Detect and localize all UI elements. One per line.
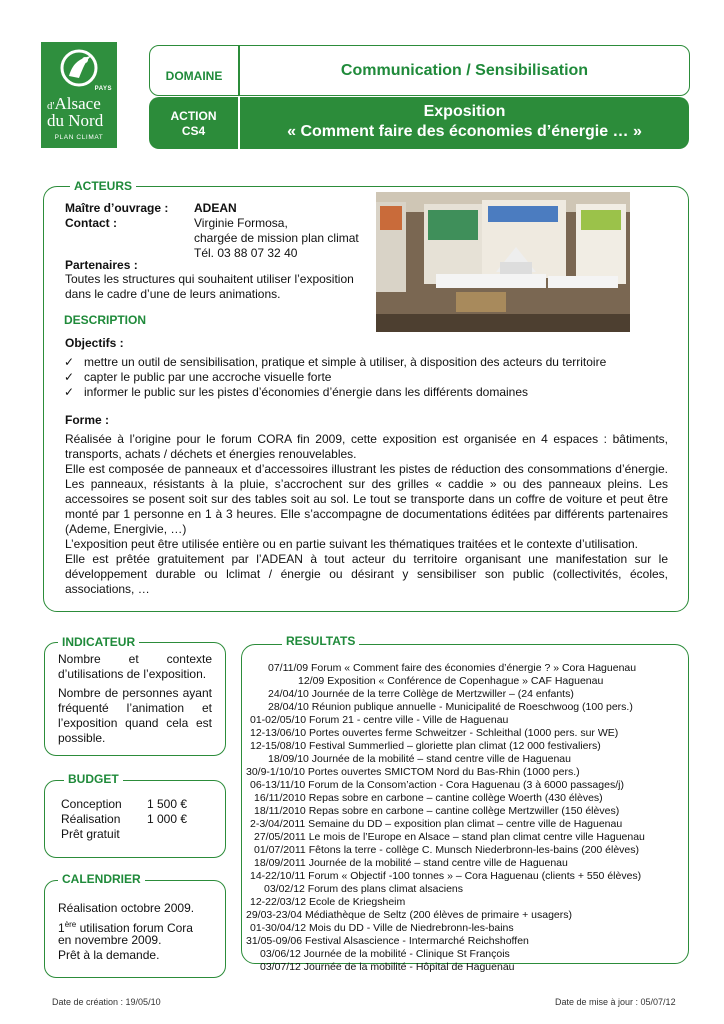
logo-plan-climat: PLAN CLIMAT xyxy=(54,134,104,141)
check-icon: ✓ xyxy=(64,385,75,399)
description-section-label: DESCRIPTION xyxy=(60,313,150,327)
indicateur-text-1: Nombre et contexte d’utilisations de l’exposition. xyxy=(58,652,212,681)
resultat-item: 12/09 Exposition « Conférence de Copenhague » CAF Haguenau xyxy=(298,675,604,687)
forme-paragraph-1: Réalisée à l’origine pour le forum CORA fin 2009, cette exposition est organisée en 4 espaces : bâtiments, transports, achats / déchets et énergies renouvelables. xyxy=(65,432,668,461)
resultat-item: 01-02/05/10 Forum 21 - centre ville - Ville de Haguenau xyxy=(250,714,509,726)
resultat-item: 03/07/12 Journée de la mobilité - Hôpital de Haguenau xyxy=(260,961,515,973)
contact-label: Contact : xyxy=(65,216,117,230)
budget-row-label: Prêt gratuit xyxy=(61,827,120,841)
resultat-item: 07/11/09 Forum « Comment faire des économies d’énergie ? » Cora Haguenau xyxy=(268,662,637,674)
resultat-item: 01-30/04/12 Mois du DD - Ville de Niedrebronn-les-bains xyxy=(250,922,514,934)
resultat-item: 01/07/2011 Fêtons la terre - collège C. Munsch Niederbronn-les-bains (200 élèves) xyxy=(254,844,640,856)
calendrier-line-4: Prêt à la demande. xyxy=(58,948,160,962)
resultat-item: 03/02/12 Forum des plans climat alsaciens xyxy=(264,883,464,895)
resultat-item: 18/11/2010 Repas sobre en carbone – cantine collège Mertzwiller (150 élèves) xyxy=(254,805,620,817)
budget-section-label: BUDGET xyxy=(64,772,123,786)
forme-paragraph-3: L’exposition peut être utilisée entière ou en partie suivant les thématiques traitées et le contexte d’utilisation. xyxy=(65,537,639,551)
action-title-1: Exposition xyxy=(423,103,506,120)
resultat-item: 28/04/10 Réunion publique annuelle - Municipalité de Roeschwoog (100 pers.) xyxy=(268,701,633,713)
resultat-item: 03/06/12 Journée de la mobilité - Clinique St François xyxy=(260,948,510,960)
partenaires-line-2: dans le cadre d’une de leurs animations. xyxy=(65,287,281,301)
resultat-item: 16/11/2010 Repas sobre en carbone – cantine collège Woerth (430 élèves) xyxy=(254,792,603,804)
partenaires-label: Partenaires : xyxy=(65,258,138,272)
resultat-item: 12-22/03/12 Ecole de Kriegsheim xyxy=(250,896,406,908)
calendrier-line-3: en novembre 2009. xyxy=(58,933,162,947)
forme-paragraph-4: Elle est prêtée gratuitement par l’ADEAN à tout acteur du territoire organisant une manifestation sur le développement durable ou lclimat / énergie ou désirant y sensibiliser son public (collectivités, écoles, associations, … xyxy=(65,552,668,596)
resultat-item: 30/9-1/10/10 Portes ouvertes SMICTOM Nord du Bas-Rhin (1000 pers.) xyxy=(246,766,580,778)
exhibition-illustration xyxy=(376,192,630,332)
indicateur-text-2: Nombre de personnes ayant fréquenté l’animation et l’exposition quand cela est possible. xyxy=(58,686,212,745)
check-icon: ✓ xyxy=(64,370,75,384)
acteurs-section-label: ACTEURS xyxy=(70,179,136,193)
budget-row-value: 1 000 € xyxy=(147,812,188,826)
resultat-item: 2-3/04/2011 Semaine du DD – exposition plan climat – centre ville de Haguenau xyxy=(250,818,623,830)
creation-date: Date de création : 19/05/10 xyxy=(52,997,161,1007)
budget-row-label: Réalisation xyxy=(61,812,121,826)
objectifs-label: Objectifs : xyxy=(65,336,124,350)
action-title-2: « Comment faire des économies d’énergie … » xyxy=(287,123,642,140)
resultat-item: 14-22/10/11 Forum « Objectif -100 tonnes » – Cora Haguenau (clients + 550 élèves) xyxy=(250,870,642,882)
resultat-item: 31/05-09/06 Festival Alsascience - Intermarché Reichshoffen xyxy=(246,935,529,947)
check-icon: ✓ xyxy=(64,355,75,369)
calendrier-line-2: 1ère utilisation forum Cora xyxy=(58,920,193,935)
resultat-item: 12-15/08/10 Festival Summerlied – gloriette plan climat (12 000 festivaliers) xyxy=(250,740,601,752)
domain-title-box xyxy=(239,45,690,96)
partenaires-line-1: Toutes les structures qui souhaitent utiliser l’exposition xyxy=(65,272,354,286)
action-label: ACTION xyxy=(170,109,217,123)
action-code: CS4 xyxy=(181,124,206,138)
domain-label-box xyxy=(149,45,239,96)
forme-text xyxy=(65,432,668,597)
budget-row-value: 1 500 € xyxy=(147,797,188,811)
indicateur-section-label: INDICATEUR xyxy=(58,635,139,649)
contact-line-2: chargée de mission plan climat xyxy=(194,231,359,245)
logo-du-nord: du Nord xyxy=(47,111,104,130)
resultat-item: 18/09/2011 Journée de la mobilité – stand centre ville de Haguenau xyxy=(254,857,568,869)
forme-label: Forme : xyxy=(65,413,110,427)
resultat-item: 29/03-23/04 Médiathèque de Seltz (200 élèves de primaire + usagers) xyxy=(246,909,572,921)
stork-logo-icon xyxy=(55,48,103,88)
objectifs-list xyxy=(64,355,684,400)
update-date: Date de mise à jour : 05/07/12 xyxy=(555,997,676,1007)
logo-alsace: d'Alsace xyxy=(47,94,101,113)
resultat-item: 18/09/10 Journée de la mobilité – stand centre ville de Haguenau xyxy=(268,753,571,765)
contact-line-3: Tél. 03 88 07 32 40 xyxy=(194,246,298,260)
maitre-label: Maître d’ouvrage : xyxy=(65,201,169,215)
calendrier-line-1: Réalisation octobre 2009. xyxy=(58,901,195,915)
resultat-item: 27/05/2011 Le mois de l’Europe en Alsace – stand plan climat centre ville Haguenau xyxy=(254,831,645,843)
resultats-section-label: RESULTATS xyxy=(282,634,359,648)
objectif-item: ✓ capter le public par une accroche visuelle forte xyxy=(64,370,332,384)
resultat-item: 12-13/06/10 Portes ouvertes ferme Schweitzer - Schleithal (1000 pers. sur WE) xyxy=(250,727,619,739)
domain-label: DOMAINE xyxy=(165,69,223,83)
contact-line-1: Virginie Formosa, xyxy=(194,216,288,230)
resultat-item: 06-13/11/10 Forum de la Consom’action - Cora Haguenau (3 à 6000 passages/j) xyxy=(250,779,624,791)
action-label-box xyxy=(149,97,238,149)
forme-paragraph-2: Elle est composée de panneaux et d’accessoires illustrant les pistes de réduction des consommations d’énergie. Les panneaux, résistants à la pluie, s’accrochent sur des grilles « caddie » ou des panneaux pleins. Les accessoires se posent soit sur des tables soit au sol. Le tout se transporte dans un coffre de voiture et peut être monté par 1 personne en 1 à 3 heures. Elle s’accompagne de documentations éditées par différents partenaires (Ademe, Energivie, …) xyxy=(65,462,668,536)
calendrier-section-label: CALENDRIER xyxy=(58,872,145,886)
maitre-value: ADEAN xyxy=(194,201,237,215)
action-title-box xyxy=(240,97,689,149)
resultat-item: 24/04/10 Journée de la terre Collège de Mertzwiller – (24 enfants) xyxy=(268,688,574,700)
objectif-item: ✓ mettre un outil de sensibilisation, pratique et simple à utiliser, à disposition des acteurs du territoire xyxy=(64,355,607,369)
logo xyxy=(41,42,117,148)
exhibition-photo xyxy=(376,192,630,332)
domain-title: Communication / Sensibilisation xyxy=(340,62,589,79)
budget-row-label: Conception xyxy=(61,797,122,811)
logo-pays: PAYS xyxy=(94,86,112,92)
objectif-item: ✓ informer le public sur les pistes d’économies d’énergie dans les différents domaines xyxy=(64,385,529,399)
